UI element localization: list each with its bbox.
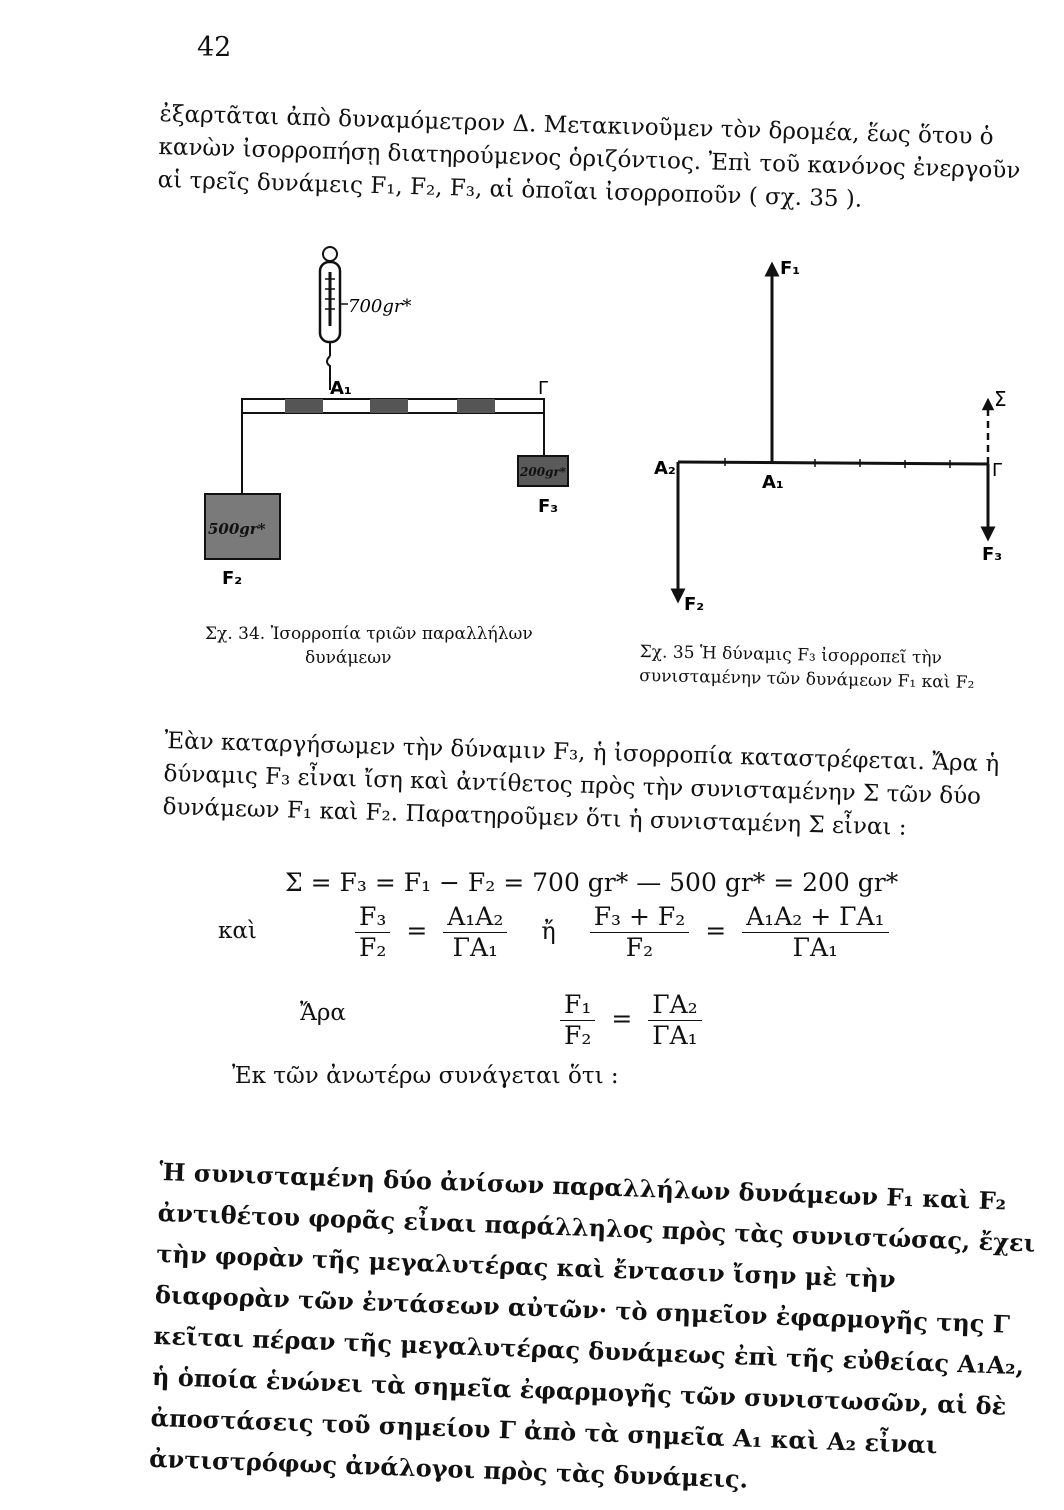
fig35-label-g: Γ — [992, 460, 1003, 481]
word-kai: καὶ — [218, 918, 257, 944]
word-ara: Ἄρα — [300, 1000, 346, 1026]
eq3-rhs: $\frac{\text{ΓA₂}}{\text{ΓA₁}}$ — [648, 990, 701, 1051]
figure-35-force-diagram — [630, 244, 1030, 614]
caption-35-line1: Σχ. 35 Ἡ δύναμις F₃ ἰσορροπεῖ τὴν — [639, 641, 943, 669]
fig34-label-f2: F₂ — [222, 568, 243, 589]
fig34-label-g: Γ — [538, 378, 549, 399]
equation-main: Σ = F₃ = F₁ − F₂ = 700 gr* — 500 gr* = 200 gr* — [285, 868, 899, 897]
fig35-label-s: Σ — [994, 387, 1007, 411]
eq3-lhs: $\frac{\text{F₁}}{\text{F₂}}$ — [560, 990, 595, 1051]
weight-left-label: 500gr* — [208, 520, 266, 538]
eq2-rhs: $\frac{\text{A₁A₂ + ΓA₁}}{\text{ΓA₁}}$ — [742, 902, 888, 963]
word-or: ἤ — [541, 917, 556, 945]
figure-35-caption — [639, 640, 1030, 696]
eq1-lhs: $\frac{\text{F₃}}{\text{F₂}}$ — [355, 902, 390, 963]
caption-34-line1: Σχ. 34. Ἰσορροπία τριῶν παραλλήλων — [205, 624, 533, 644]
weight-right-label: 200gr* — [520, 465, 567, 479]
rule-statement: Ἡ συνισταμένη δύο ἀνίσων παραλλήλων δυνάμεων F₁ καὶ F₂ ἀντιθέτου φορᾶς εἶναι παράλληλος πρὸς τὰς συνιστώσας, ἔχει τὴν φορὰν τῆς μεγαλυτέρας καὶ ἔντασιν ἴσην μὲ τὴν διαφορὰν τῶν ἐντάσεων αὐτῶν· τὸ σημεῖον ἐφαρμογῆς της Γ κεῖται πέραν τῆς μεγαλυτέρας δυνάμεως ἐπὶ τῆς εὐθείας A₁A₂, ἡ ὁποία ἑνώνει τὰ σημεῖα ἐφαρμογῆς τῶν συνιστωσῶν, αἱ δὲ ἀποστάσεις τοῦ σημείου Γ ἀπὸ τὰ σημεῖα A₁ καὶ A₂ εἶναι ἀντιστρόφως ἀνάλογοι πρὸς τὰς δυνάμεις. — [148, 1156, 1036, 1494]
figure-34-caption — [205, 622, 625, 670]
fig35-label-f3: F₃ — [982, 544, 1003, 565]
eq2-lhs: $\frac{\text{F₃ + F₂}}{\text{F₂}}$ — [590, 902, 690, 963]
caption-35-line2: συνισταμένην τῶν δυνάμεων F₁ καὶ F₂ — [639, 665, 975, 694]
paragraph-2: Ἐὰν καταργήσωμεν τὴν δύναμιν F₃, ἡ ἰσορροπία καταστρέφεται. Ἄρα ἡ δύναμις F₃ εἶναι ἴση καὶ ἀντίθετος πρὸς τὴν συνισταμένην Σ τῶν δύο δυνάμεων F₁ καὶ F₂. Παρατηροῦμεν ὅτι ἡ συνισταμένη Σ εἶναι : — [162, 727, 1000, 841]
equation-result: $\frac{\text{F₁}}{\text{F₂}}$ = $\frac{\text{ΓA₂}}{\text{ΓA₁}}$ — [560, 990, 702, 1051]
fig35-label-f2: F₂ — [684, 594, 705, 614]
page-number: 42 — [197, 32, 232, 63]
eq1-rhs: $\frac{\text{A₁A₂}}{\text{ΓA₁}}$ — [443, 902, 507, 963]
fig35-label-a2: A₂ — [654, 458, 676, 479]
intro-paragraph: ἐξαρτᾶται ἀπὸ δυναμόμετρον Δ. Μετακινοῦμεν τὸν δρομέα, ἕως ὅτου ὁ κανὼν ἰσορροπήσῃ διατηρούμενος ὁριζόντιος. Ἐπὶ τοῦ κανόνος ἐνεργοῦν αἱ τρεῖς δυνάμεις F₁, F₂, F₃, αἱ ὁποῖαι ἰσορροποῦν ( σχ. 35 ). — [157, 100, 1021, 213]
figure-34-lever-diagram — [180, 244, 600, 604]
dynamometer-reading: 700gr* — [348, 296, 412, 317]
equation-ratios: $\frac{\text{F₃}}{\text{F₂}}$ = $\frac{\text{A₁A₂}}{\text{ΓA₁}}$ ἤ $\frac{\text{F₃ + F₂}}{\text{F₂}}$ = $\frac{\text{A₁A₂ + ΓA₁}}{\text{ΓA₁}}$ — [355, 902, 889, 963]
fig35-label-a1: A₁ — [762, 472, 784, 493]
caption-34-line2: δυνάμεων — [305, 648, 392, 668]
conclusion-intro: Ἐκ τῶν ἀνωτέρω συνάγεται ὅτι : — [232, 1063, 619, 1089]
lever-beam — [242, 399, 544, 413]
dynamometer-icon — [320, 247, 348, 390]
fig34-label-a1: A₁ — [330, 378, 352, 399]
fig34-label-f3: F₃ — [538, 496, 559, 517]
fig35-label-f1: F₁ — [780, 258, 801, 279]
